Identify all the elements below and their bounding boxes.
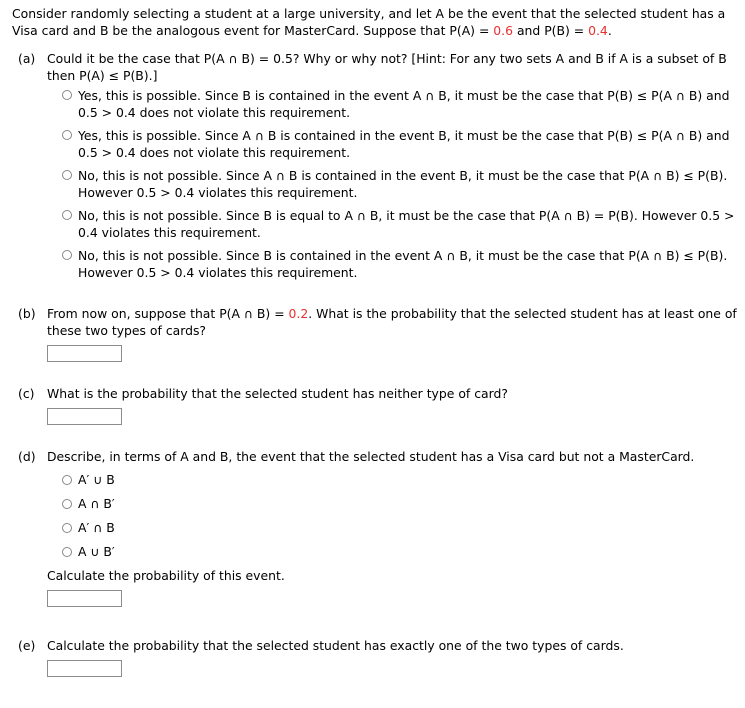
part-c (18, 385, 740, 425)
part-c-question: What is the probability that the selected student has neither type of card? (47, 386, 508, 401)
pa-value: 0.6 (493, 23, 513, 38)
part-b-question: From now on, suppose that P(A ∩ B) = 0.2. What is the probability that the selected student has at least one of these two types of cards? (47, 306, 737, 338)
radio-button[interactable] (62, 90, 72, 100)
pb-value: 0.4 (588, 23, 608, 38)
intersection-value: 0.2 (288, 306, 309, 321)
problem-intro (12, 5, 740, 39)
radio-button[interactable] (62, 250, 72, 260)
part-d-option-3[interactable]: A′ ∩ B (62, 519, 740, 536)
part-d-calc-label: Calculate the probability of this event. (47, 568, 285, 583)
part-d-answer-input[interactable] (47, 590, 122, 607)
part-a-question: Could it be the case that P(A ∩ B) = 0.5? Why or why not? [Hint: For any two sets A and B if A is a subset of B then P(A) ≤ P(B).] (47, 51, 727, 83)
part-a-option-5[interactable]: No, this is not possible. Since B is contained in the event A ∩ B, it must be the case that P(A ∩ B) ≤ P(B). However 0.5 > 0.4 violates this requirement. (62, 247, 740, 281)
part-a-label: (a) (18, 51, 36, 66)
intro-line-2: Visa card and B be the analogous event for MasterCard. Suppose that P(A) = 0.6 and P(B) = 0.4. (12, 23, 612, 38)
radio-button[interactable] (62, 547, 72, 557)
radio-button[interactable] (62, 475, 72, 485)
part-e-question: Calculate the probability that the selected student has exactly one of the two types of cards. (47, 638, 624, 653)
part-d-option-2[interactable]: A ∩ B′ (62, 495, 740, 512)
intro-line-1: Consider randomly selecting a student at a large university, and let A be the event that the selected student has a (12, 6, 726, 21)
part-a-option-1[interactable]: Yes, this is possible. Since B is contained in the event A ∩ B, it must be the case that P(B) ≤ P(A ∩ B) and 0.5 > 0.4 does not violate this requirement. (62, 87, 740, 121)
radio-button[interactable] (62, 130, 72, 140)
part-a-option-2[interactable]: Yes, this is possible. Since A ∩ B is contained in the event B, it must be the case that P(B) ≤ P(A ∩ B) and 0.5 > 0.4 does not violate this requirement. (62, 127, 740, 161)
part-d-option-4[interactable]: A ∪ B′ (62, 543, 740, 560)
part-b-answer-input[interactable] (47, 345, 122, 362)
part-d-options (62, 471, 740, 560)
part-c-answer-input[interactable] (47, 408, 122, 425)
radio-button[interactable] (62, 210, 72, 220)
radio-button[interactable] (62, 499, 72, 509)
part-d-question: Describe, in terms of A and B, the event that the selected student has a Visa card but not a MasterCard. (47, 449, 695, 464)
part-e-answer-input[interactable] (47, 660, 122, 677)
part-c-label: (c) (18, 386, 35, 401)
part-d-option-1[interactable]: A′ ∪ B (62, 471, 740, 488)
part-e-label: (e) (18, 638, 36, 653)
part-a (18, 50, 740, 287)
radio-button[interactable] (62, 523, 72, 533)
radio-button[interactable] (62, 170, 72, 180)
part-d (18, 448, 740, 607)
part-a-option-4[interactable]: No, this is not possible. Since B is equal to A ∩ B, it must be the case that P(A ∩ B) = P(B). However 0.5 > 0.4 violates this requirement. (62, 207, 740, 241)
part-a-option-3[interactable]: No, this is not possible. Since A ∩ B is contained in the event B, it must be the case that P(A ∩ B) ≤ P(B). However 0.5 > 0.4 violates this requirement. (62, 167, 740, 201)
part-d-label: (d) (18, 449, 36, 464)
part-b (18, 305, 740, 362)
part-b-label: (b) (18, 306, 36, 321)
part-e (18, 637, 740, 677)
part-a-options (62, 87, 740, 281)
